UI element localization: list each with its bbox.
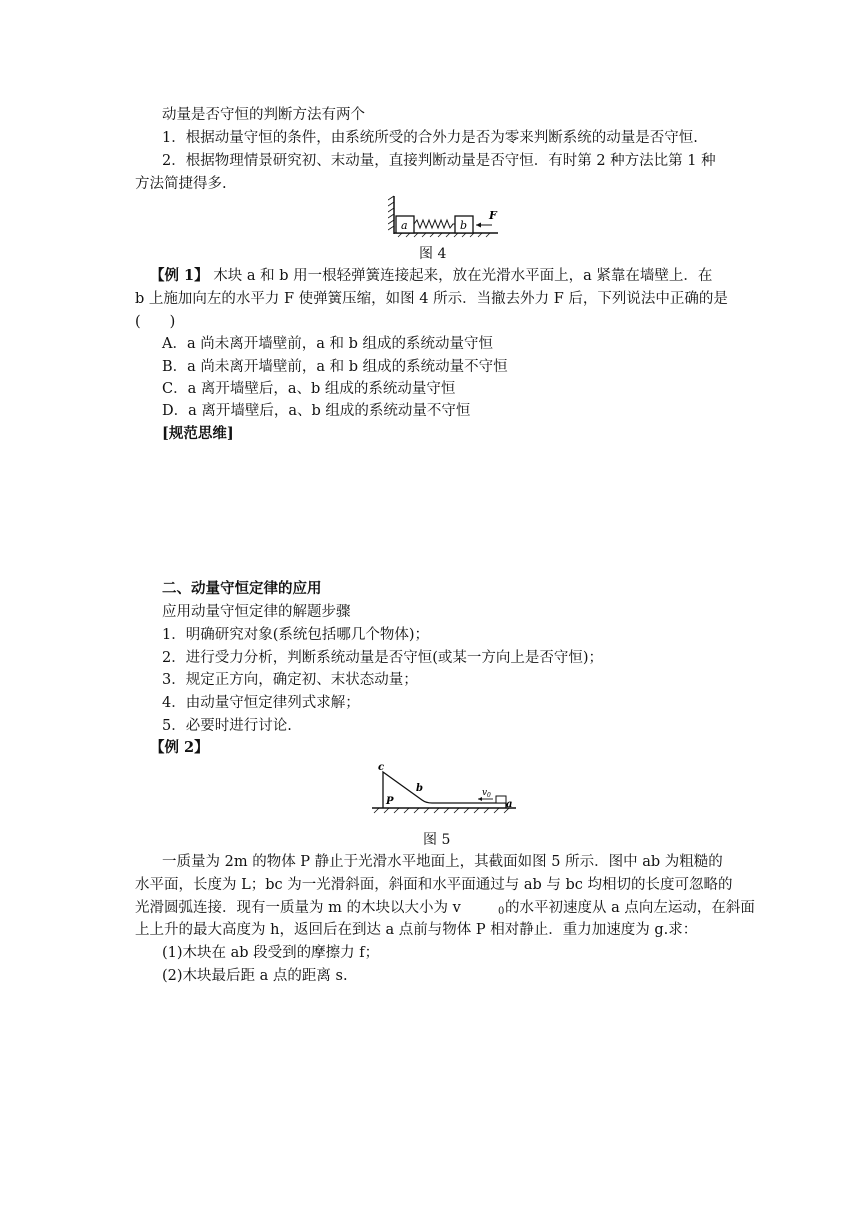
point-b-label: b [416,783,423,794]
option-b: B．a 尚未离开墙壁前，a 和 b 组成的系统动量不守恒 [162,359,508,375]
intro-text: 动量是否守恒的判断方法有两个 [162,107,365,123]
figure-4-spring-diagram [388,194,500,238]
example-1-stem [150,265,750,287]
method-2-continued-text: 方法简捷得多. [135,176,227,192]
question-1: (1)木块在 ab 段受到的摩擦力 f； [162,945,380,961]
body-p-label: P [386,796,394,807]
question-2: (2)木块最后距 a 点的距离 s. [162,968,348,984]
small-block [496,796,506,803]
step-3: 3．规定正方向，确定初、末状态动量； [162,672,418,688]
step-1: 1．明确研究对象(系统包括哪几个物体)； [162,627,430,643]
example-2-text-3: 光滑圆弧连接．现有一质量为 m 的木块以大小为 v [135,900,461,916]
block-b-label: b [460,219,468,232]
step-2: 2．进行受力分析，判断系统动量是否守恒(或某一方向上是否守恒)； [162,650,604,666]
example-2-text-1: 一质量为 2m 的物体 P 静止于光滑水平地面上，其截面如图 5 所示．图中 ab 为粗糙的 [162,854,723,870]
velocity-v-subscript: 0 [487,792,491,799]
example-2-text-3-tail: 的水平初速度从 a 点向左运动，在斜面 [505,900,755,916]
section-2-subheading: 应用动量守恒定律的解题步骤 [162,604,351,620]
example-2-text-2: 水平面，长度为 L；bc 为一光滑斜面，斜面和水平面通过与 ab 与 bc 均相切的长度可忽略的 [135,877,733,893]
option-d: D．a 离开墙壁后，a、b 组成的系统动量不守恒 [162,403,471,419]
point-c-label: c [378,762,385,773]
figure-4-caption: 图 4 [419,246,447,262]
force-f-label: F [489,209,497,222]
step-4: 4．由动量守恒定律列式求解； [162,695,360,711]
figure-5-caption: 图 5 [423,832,451,848]
example-2-text-4: 上上升的最大高度为 h，返回后在到达 a 点前与物体 P 相对静止．重力加速度为 g.求： [135,922,698,938]
v0-subscript: 0 [498,906,505,917]
method-1-text: 1．根据动量守恒的条件，由系统所受的合外力是否为零来判断系统的动量是否守恒. [162,130,698,146]
option-c: C．a 离开墙壁后，a、b 组成的系统动量守恒 [162,381,456,397]
body-p-outline [383,772,506,808]
figure-5-incline-diagram [370,758,518,814]
step-5: 5．必要时进行讨论. [162,718,292,734]
example-1-tag: 【例 1】 [150,267,209,284]
example-1-stem-a: 木块 a 和 b 用一根轻弹簧连接起来，放在光滑水平面上，a 紧靠在墙壁上．在 [208,268,713,284]
example-1-stem-c: ( ) [135,314,176,330]
block-a-label: a [401,219,408,232]
section-2-heading: 二、动量守恒定律的应用 [162,580,322,597]
thinking-label: [规范思维] [162,425,234,442]
velocity-v-label: v [482,788,488,798]
method-2-text: 2．根据物理情景研究初、末动量，直接判断动量是否守恒．有时第 2 种方法比第 1 种 [162,153,716,169]
point-a-label: a [506,799,513,810]
example-2-tag: 【例 2】 [150,739,209,756]
example-1-stem-b: b 上施加向左的水平力 F 使弹簧压缩，如图 4 所示．当撤去外力 F 后，下列说法中正确的是 [135,291,728,307]
option-a: A．a 尚未离开墙壁前，a 和 b 组成的系统动量守恒 [162,336,493,352]
